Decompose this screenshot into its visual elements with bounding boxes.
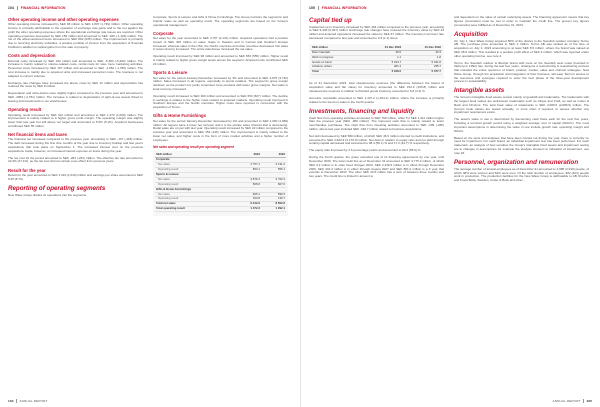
- table-cell-value: 3 762.3: [261, 177, 286, 182]
- footer-page-number: 105: [586, 399, 592, 403]
- paragraph: Net sales for the year amounted to SEK 4,757 (4,131) million. Acquired operations had a positive impact of SEK 400 million on sales. Sales in Sweden and in Central and Southern Europe increased, whereas sales in the USA, the Nordic countries and other countries decreased. Net sales in local currency increased. The entire warehouse increased the net sales.: [153, 36, 288, 52]
- segment-table: [155, 153, 286, 212]
- table-cell-label: Gifts & Home Furnishings: [155, 187, 236, 192]
- table-cell-label: Corporate: [155, 158, 236, 163]
- table-cell-value: 5 344.7: [362, 60, 402, 65]
- paragraph: The asset's value in use is determined by discounting cash flows each for the next five years, including a terminal growth period using a weighted average cost of capital (WACC). The most important assumptions in determining the value in use include growth rate, operating margin and WACC.: [454, 117, 589, 133]
- paragraph: Net debt decreased by SEK 580 million, of which SEK 46.9 million referred to credit institutions, and amounted to SEK 2,620.9 (3,176.0) million. Net debt in relation to equity ratio and net debt through working capital decreased and amounted to 38.4 (50.1) % and 17.2 (44.7) % respectively.: [309, 133, 444, 146]
- table-cell-label: Sports & Leisure: [155, 172, 236, 177]
- table-cell-value: 8 602.6: [261, 202, 286, 207]
- page-header: [8, 4, 66, 12]
- paragraph: Depreciation and write-downs were slightly higher compared to the previous year and amounted to SEK -2863 (-2,781) million. The increase is related to depreciation of right-of-use assets linked to leasing and investments in our warehouses.: [8, 91, 143, 103]
- table-cell-value: 1 292.1: [261, 207, 286, 212]
- heading-segments: Reporting of operating segments: [8, 184, 106, 192]
- section-title: FINANCIAL INFORMATION: [20, 6, 66, 10]
- paragraph: Accounts receivable amounted to SEK 1,437.2 (1,404.1) million, where the increase is primarily related to the trend on sales in the fourth quarter.: [309, 95, 444, 104]
- paragraph: Operating result improved by SEK 98 million and amounted to SEK 653 (555) million. Higher result is mainly related to higher gross margin levels across the segment. Acquired units contributed SEK 24 million.: [153, 54, 288, 66]
- footer-divider: [583, 399, 584, 403]
- heading-other-income: Other operating income and other operating expenses: [8, 16, 119, 22]
- heading-investments: Investments, financing and liquidity: [309, 107, 415, 115]
- paragraph: On July 1, New Wave Group acquired 80% of the shares in the Swedish outdoor company Termo AB. The purchase price amounted to SEK 2 million. Termo AB was ranked as of the time of acquisition on July 1, 2023 amounting to at least SEK 8.5 million, where the brand was valued at SEK 38.9 million. This resulted in a positive profit effect of SEK 4 million, which was reported under other operating income, see note 4.: [454, 38, 589, 58]
- paragraph: Operating result increased to SEK 263 million and amounted to SEK 653 (607) million. The decline in earnings is related to the higher costs related to acquired markets. Operating result improved in Southern Europe and the Nordic countries. Higher costs were reported in connection with the acquisition of Termo.: [153, 93, 288, 110]
- page-number: 105: [309, 6, 315, 10]
- table-cell-value: 607.0: [261, 182, 286, 187]
- paragraph: As of 31 December 2023, total obsolescence reserves (the difference between the lowest of acquisition value and fair value) for inventory amounted to SEK 152.9 (165.8) million and obsolescence reserves in relation to finished goods inventory amounted to 5.8 (3.4) %.: [309, 81, 444, 93]
- heading-intangible-assets: Intangible assets: [454, 87, 505, 95]
- paragraph: The financial net increased compared to the previous year, amounting to SEK -137 (-118) million. The debt increased during the first nine months of the year due to inventory buildup and last year's acquisitions that took place on September 1. The increased interest cost on the previous acquisitions made, however, an increased interest expense on loans during the year.: [8, 137, 143, 153]
- segment-table-title: Net sales and operating result per operating segment: [153, 144, 234, 149]
- table-cell-value: 4 757.1: [236, 163, 261, 168]
- page-footer: [8, 398, 48, 404]
- right-page: [300, 0, 600, 407]
- heading-result-year: Result for the year: [8, 167, 46, 173]
- heading-sports-leisure: Sports & Leisure: [153, 69, 188, 75]
- table-cell-value: 153.8: [236, 197, 261, 202]
- table-cell-value: 5 346.0: [362, 70, 402, 75]
- section-title: FINANCIAL INFORMATION: [321, 6, 367, 10]
- right-column-a: [309, 16, 444, 182]
- table-cell-value: 4 131.2: [261, 163, 286, 168]
- table-header-cell: 2022: [261, 153, 286, 157]
- page-header: [309, 4, 367, 12]
- table-cell-value: 605.1: [236, 192, 261, 197]
- table-cell-label: Net sales: [155, 177, 236, 182]
- paragraph: The equity ratio improved by 4.6 percentage points and amounted to 60.2 (55.6) %.: [309, 148, 422, 153]
- paragraph: The average number of annual employees as of December 31 amounted to 2,985 (2,919) people, of which 48% were women and 52% were men. Of the total number of employees, 382 (404) people work in production. The production facilities for the New Wave Group is attributable to AB Orrefors and Kosta Boda, Sweden, Cutter & Buck and other...: [454, 166, 589, 183]
- table-cell-label: Goods on hand: [311, 60, 362, 65]
- paragraph: Net sales for the period January-December increased by 3% and amounted to SEK 3,876 (3,762) million. Sales increased in all regions, especially to sports retailers. The segment's gross margin declined, as the product mix partly comprised more products with lower gross margins. Net sales in local currency increased.: [153, 75, 288, 91]
- paragraph: During the fourth quarter, the group extended one of its financing agreements by one year, until December 2026. The total credit line as of December 31 amounted to SEK 3,775.2 million, of which SEK 0.4 million is in other fixed charges 2024, SEK 2,449.5 million is in effect through December 2026, SEK 444.3 million is in effect through August 2027 and SEK 881.0 million is a 3 year that extends to December 2033. The other SEK 20.0 million has a term of between three months and two years. The credit line is limited in amount to: [309, 155, 444, 179]
- paragraph: Termo, the Swedish outdoor & lifestyle brand with roots on the Swedish west coast (founded in Varberg in 1992) has, during the last four years, undergone a restructuring & repositioning process that included the entire spectrum of brand, product, market, sales and channel strategies. New Wave Group, through the acquisition and integration of their business, will ease Termo's access to the resources and synergies required to enter the next phase of the three-year development process in sustainability.: [454, 60, 589, 84]
- heading-capital-tied-up: Capital tied up: [309, 16, 352, 24]
- heading-gifts-home: Gifts & Home Furnishings: [153, 113, 206, 119]
- table-cell-value: 5 377.7: [402, 70, 442, 75]
- table-cell-value: 130.7: [261, 197, 286, 202]
- table-cell-value: 1.1: [362, 55, 402, 60]
- page-footer: [552, 398, 592, 404]
- header-divider: [17, 6, 18, 10]
- table-cell-label: Net sales: [155, 192, 236, 197]
- inventory-table: [311, 46, 442, 75]
- table-cell-value: 335.7: [402, 65, 442, 70]
- paragraph: Result for the year amounted to SEK 1,019 (1,043) million and earnings per share amounted to SEK 8.45 (8.73).: [8, 173, 143, 181]
- table-cell-label: Operating result: [155, 197, 236, 202]
- table-cell-value: 1.8: [402, 55, 442, 60]
- table-cell-value: 1 372.3: [236, 207, 261, 212]
- paragraph: Cash flow from operating activities amounted to SEK 769 million, while Tvt SEK 1,311 million higher than the previous year (SEK -380 million). The improved cash flow is mainly related to lower merchandise purchases. The cash flow from investing activities amounted to SEK -209 (-482) million, where last year included SEK -190.7 million related to business acquisitions.: [309, 115, 444, 131]
- table-cell-label: Total net sales: [155, 202, 236, 207]
- table-cell-value: 43.4: [402, 50, 442, 55]
- table-cell-value: 653.1: [236, 168, 261, 173]
- table-cell-value: 9 312.9: [236, 202, 261, 207]
- table-header-cell: SEK million: [311, 46, 362, 50]
- table-cell-value: 261.4: [362, 65, 402, 70]
- right-column-b: [454, 16, 589, 186]
- inventory-table-box: [309, 44, 444, 79]
- table-header-cell: 31 Dec 2022: [402, 46, 442, 50]
- table-cell-label: Work in progress: [311, 55, 362, 60]
- footer-page-number: 104: [8, 399, 14, 403]
- paragraph: Other operating income increased by SEK 68 million to SEK 1,807 (1,739) million. Other operating income is primarily attributable to the operation of exchange rate gains and to the net against the profit the other operating expenses where the operational exchange rate losses are reported. Other operating expenses decreased by SEK 159 million and amounted to SEK -945 (-1,104) million. The net of the aforementioned items amounted to SEK 862 (635) million. The improvement is primarily due to recurring electricity subsidies, a positive portfolio of income from the acquisition of Svenska Kraftnät in addition to capital gains from the sale of property.: [8, 22, 143, 49]
- page-number: 104: [8, 6, 14, 10]
- heading-acquisition: Acquisition: [454, 30, 488, 38]
- table-header-cell: 2023: [236, 153, 261, 157]
- paragraph: The Group's intangible fixed assets consist mainly of goodwill and trademarks. The trademarks with the largest book values are well-known trademarks such as Clique and Craft, as well as Cutter & Buck and Orrefors. The total book value of trademarks is SEK 2,089.6 (2,089.9) million. The Group's book values are tested annually, or more often if required, to assess whether any impairment requirement exists.: [454, 95, 589, 115]
- table-cell-value: 590.3: [261, 192, 286, 197]
- paragraph: Corporate, Sports & Leisure and Gifts & Home Furnishings. The Group monitors the segments' and brands' sales as well as operating result. The operating segments are based on the Group's operational management.: [153, 15, 288, 27]
- table-cell-value: 39.0: [362, 50, 402, 55]
- table-cell-label: Operating result: [155, 182, 236, 187]
- heading-operating-result: Operating result: [8, 106, 42, 112]
- segment-table-box: [153, 151, 288, 216]
- table-cell-label: Advance orders: [311, 65, 362, 70]
- heading-corporate: Corporate: [153, 30, 174, 36]
- table-header-cell: SEK million: [155, 153, 236, 157]
- paragraph: Based on the tests and analyses that have been carried out during the year, there is currently no need for impairment. For each brand, an individual impairment test has been performed. For each trademark, an analysis of how sensitive the Group's intangible fixed assets and impairment testing are to changes in assumptions for example the analysis showed no indication of impairment, see note 18.: [454, 135, 589, 155]
- left-column-a: [8, 16, 143, 201]
- paragraph: External costs increased by SEK 192 million and amounted to SEK -5,484 (-5,292) million. The increase is mainly related to volume-related costs, rental costs for sites more marketing activities. Personnel costs increased by SEK 167 million and amounted to SEK -1,952 (-1,785) million. The cost increase is mainly due to acquired units and increased personnel costs. The business is not adapted to current volumes.: [8, 58, 143, 78]
- table-cell-label: Total: [311, 70, 362, 75]
- header-divider: [318, 6, 319, 10]
- heading-financial-items: Net financial items and taxes: [8, 131, 67, 137]
- heading-personnel: Personnel, organization and remuneration: [454, 158, 579, 166]
- paragraph: Operating result increased by SEK 312 million and amounted to SEK 1,372 (1,060) million. The improvement is mainly related to a higher gross profit margin. The operating margin was slightly lower than last year but still above our target and amounted to 5.6% (5.1%). Acquired businesses contributed SEK 55 million.: [8, 112, 143, 128]
- table-total-row: [155, 207, 286, 212]
- table-total-row: [311, 70, 442, 75]
- footer-divider: [16, 399, 17, 403]
- paragraph: The tax cost for the period amounted to SEK -284 (-281) million. The effective tax rate amounted to 22.3% (27.1%), as the tax cost did not contain a tax effect from previous years.: [8, 155, 143, 164]
- left-column-b: [153, 16, 288, 219]
- paragraph: Exchange rate changes have increased the above costs by SEK 12 million and depreciation has reduced the costs by SEK 8 million.: [8, 80, 143, 89]
- footer-label: ANNUAL REPORT: [19, 399, 48, 403]
- paragraph: and dependent on the value of certain underlying assets. The financing agreement means that key figures (covenants) must be met in order to maintain the credit line. The group's key figures (covenants) were fulfilled as of December 31, 2023.: [454, 15, 589, 27]
- table-cell-value: 3 876.4: [236, 177, 261, 182]
- table-header-cell: 31 Dec 2023: [362, 46, 402, 50]
- paragraph: Capital tied up in inventory increased by SEK 494 million compared to the previous year, amounting to SEK 5,346 (5,047) million. Exchange rate changes have reduced the inventory value by SEK 44 million and acquired operations increased the value by SEK 67 million. The inventory's turnover rate decreased compared to last year and amounted to 0.9 (1.1) times.: [309, 24, 444, 40]
- table-cell-label: Raw materials: [311, 50, 362, 55]
- table-cell-value: 565.8: [236, 182, 261, 187]
- heading-costs: Costs and depreciation: [8, 52, 56, 58]
- table-cell-value: 5 341.8: [402, 60, 442, 65]
- table-cell-label: Total operating result: [155, 207, 236, 212]
- paragraph: New Wave Group divides its operations into the segments: [8, 192, 87, 197]
- table-cell-value: 555.1: [261, 168, 286, 173]
- table-cell-label: Operating result: [155, 168, 236, 173]
- footer-label: ANNUAL REPORT: [552, 399, 581, 403]
- paragraph: Net sales for the period January-December decreased by 2% and amounted to SEK 1,090 (1,089) million. All regions have a lower net turnover and it is the private sales channel that is decreasing. Retail sales are on par with last year. Operating result increased by SEK 22 million compared to the previous year and amounted to SEK 154 (130) million. The improvement is mainly related to the lower net sales, and higher costs in the form of more market activities and a higher number of employees.: [153, 118, 288, 142]
- table-cell-label: Net sales: [155, 163, 236, 168]
